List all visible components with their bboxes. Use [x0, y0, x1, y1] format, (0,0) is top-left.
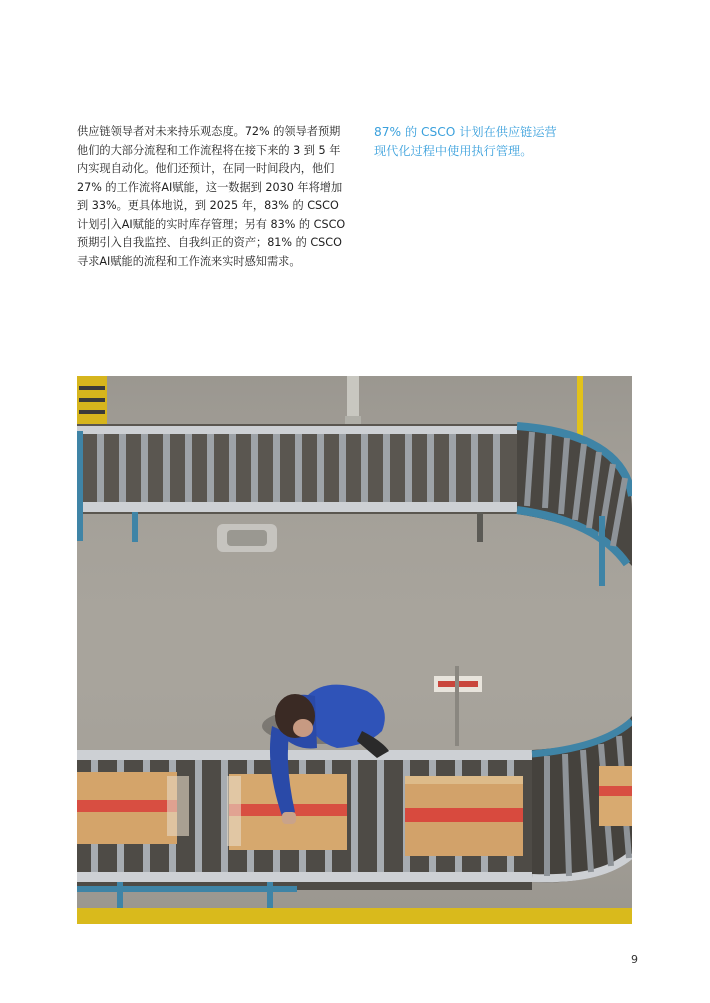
warehouse-conveyor-photo — [77, 376, 632, 924]
body-paragraph: 供应链领导者对未来持乐观态度。72% 的领导者预期他们的大部分流程和工作流程将在接下来的 3 到 5 年内实现自动化。他们还预计，在同一时间段内，他们 27% 的工作流将AI赋能，这一数据到 2030 年将增加到 33%。更具体地说，到 2025 年，83% 的 CSCO 计划引入AI赋能的实时库存管理；另有 83% 的 CSCO 预期引入自我监控、自我纠正的资产；81% 的 CSCO 寻求AI赋能的流程和工作流来实时感知需求。 — [77, 125, 346, 268]
yellow-floor-edge — [77, 908, 632, 924]
page-number: 9 — [631, 953, 638, 966]
yellow-safety-line — [577, 376, 583, 436]
pull-quote: 87% 的 CSCO 计划在供应链运营现代化过程中使用执行管理。 — [374, 125, 557, 158]
